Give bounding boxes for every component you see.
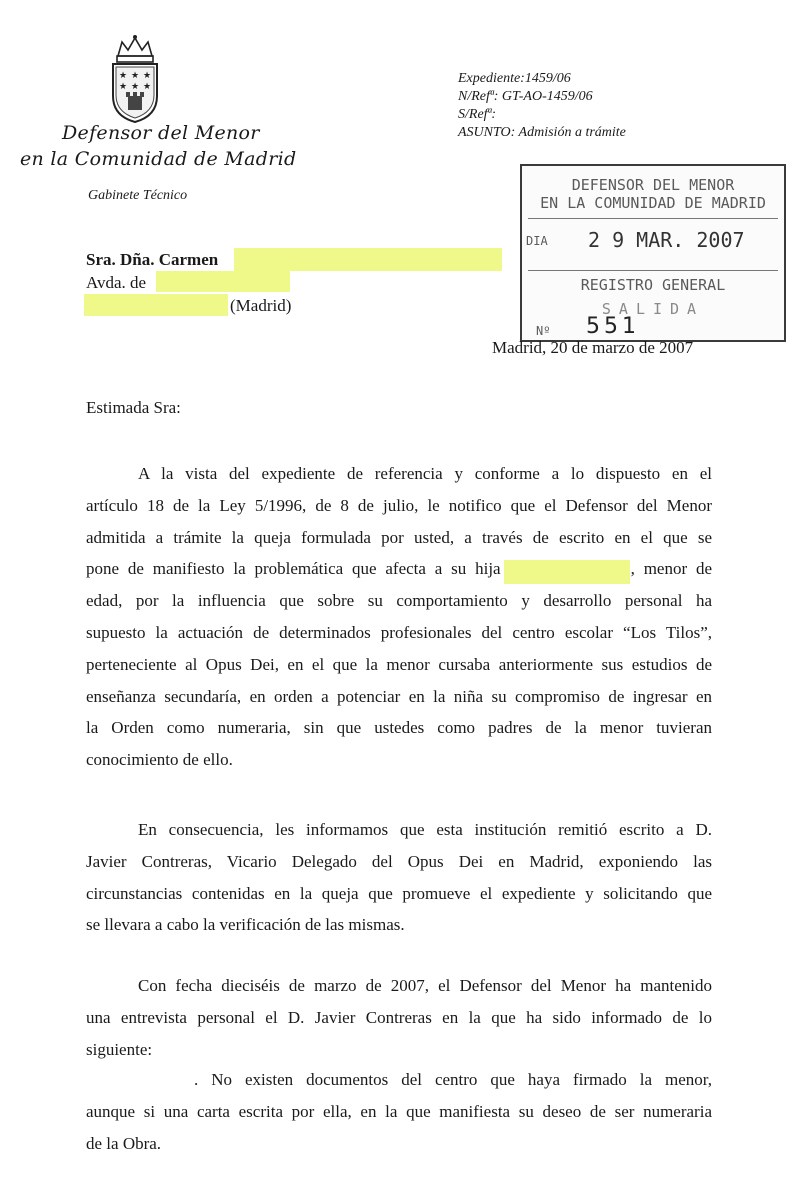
our-reference: N/Refª: GT-AO-1459/06 xyxy=(458,89,593,104)
department-name: Gabinete Técnico xyxy=(88,188,188,203)
text-line: de la Obra. xyxy=(86,1133,162,1153)
letter-date: Madrid, 20 de marzo de 2007 xyxy=(492,338,694,357)
redaction-block xyxy=(504,560,630,584)
stamp-number-label: Nº xyxy=(536,324,551,338)
svg-text:★: ★ xyxy=(143,71,152,81)
text-line: Con fecha dieciséis de marzo de 2007, el Defensor del Menor ha mantenido xyxy=(138,976,712,995)
text-line: perteneciente al Opus Dei, en el que la menor cursaba anteriormente sus estudios de xyxy=(86,654,712,674)
institution-name-line2: en la Comunidad de Madrid xyxy=(20,148,297,170)
text-line: admitida a trámite la queja formulada por usted, a través de escrito en el que se xyxy=(86,527,712,547)
text-line: . No existen documentos del centro que haya firmado la menor, xyxy=(194,1070,712,1089)
svg-text:★: ★ xyxy=(119,82,128,92)
file-number: Expediente:1459/06 xyxy=(458,71,571,86)
subject: ASUNTO: Admisión a trámite xyxy=(458,125,626,140)
text-line: supuesto la actuación de determinados profesionales del centro escolar “Los Tilos”, xyxy=(86,622,712,642)
svg-text:★: ★ xyxy=(143,82,152,92)
institution-name-line1: Defensor del Menor xyxy=(62,122,260,144)
stamp-divider xyxy=(528,218,778,219)
coat-of-arms-icon xyxy=(104,34,166,124)
greeting: Estimada Sra: xyxy=(86,398,181,417)
text-line: aunque si una carta escrita por ella, en la que manifiesta su deseo de ser numeraria xyxy=(86,1101,712,1121)
stamp-divider xyxy=(528,270,778,271)
text-segment: pone de manifiesto la problemática que afecta a su hija xyxy=(86,559,501,579)
stamp-institution-line2: EN LA COMUNIDAD DE MADRID xyxy=(540,194,766,212)
text-line: se llevara a cabo la verificación de las mismas. xyxy=(86,915,405,935)
text-line: una entrevista personal el D. Javier Contreras en la que ha sido informado de lo xyxy=(86,1007,712,1027)
text-line: circunstancias contenidas en la queja que promueve el expediente y solicitando que xyxy=(86,883,712,903)
redaction-block xyxy=(84,294,228,316)
recipient-name: Sra. Dña. Carmen xyxy=(86,250,219,269)
body-paragraph-2 xyxy=(86,814,712,941)
redaction-block xyxy=(234,248,502,271)
stamp-handwritten-number: 551 xyxy=(586,314,640,339)
recipient-city: (Madrid) xyxy=(230,296,292,315)
text-line: la Orden como numeraria, sin que ustedes como padres de la menor tuvieran xyxy=(86,718,712,738)
svg-text:★: ★ xyxy=(131,82,140,92)
svg-text:★: ★ xyxy=(119,71,128,81)
text-segment: , menor de xyxy=(630,559,712,579)
text-line: Javier Contreras, Vicario Delegado del Opus Dei en Madrid, exponiendo las xyxy=(86,851,712,871)
registry-stamp xyxy=(520,164,786,342)
body-paragraph-3 xyxy=(86,970,712,1065)
redaction-block xyxy=(156,271,290,292)
body-paragraph-1 xyxy=(86,458,712,776)
stamp-institution-line1: DEFENSOR DEL MENOR xyxy=(571,176,735,194)
stamp-day-label: DIA xyxy=(526,234,548,248)
your-reference: S/Refª: xyxy=(458,107,497,122)
text-line: artículo 18 de la Ley 5/1996, de 8 de julio, le notifico que el Defensor del Menor xyxy=(86,495,712,515)
text-line: En consecuencia, les informamos que esta institución remitió escrito a D. xyxy=(138,820,712,839)
recipient-street: Avda. de xyxy=(86,273,147,292)
svg-text:★: ★ xyxy=(131,71,140,81)
text-line: edad, por la influencia que sobre su comportamiento y desarrollo personal ha xyxy=(86,591,712,611)
text-line: A la vista del expediente de referencia y conforme a lo dispuesto en el xyxy=(138,464,712,483)
text-line: siguiente: xyxy=(86,1039,153,1059)
stamp-date: 2 9 MAR. 2007 xyxy=(588,228,745,252)
text-line: conocimiento de ello. xyxy=(86,750,233,770)
text-line: enseñanza secundaría, en orden a potenciar en la niña su compromiso de ingresar en xyxy=(86,686,712,706)
stamp-registry-label: REGISTRO GENERAL xyxy=(580,276,726,294)
stamp-exit-label: SALIDA xyxy=(601,300,705,318)
body-paragraph-4 xyxy=(86,1064,712,1159)
